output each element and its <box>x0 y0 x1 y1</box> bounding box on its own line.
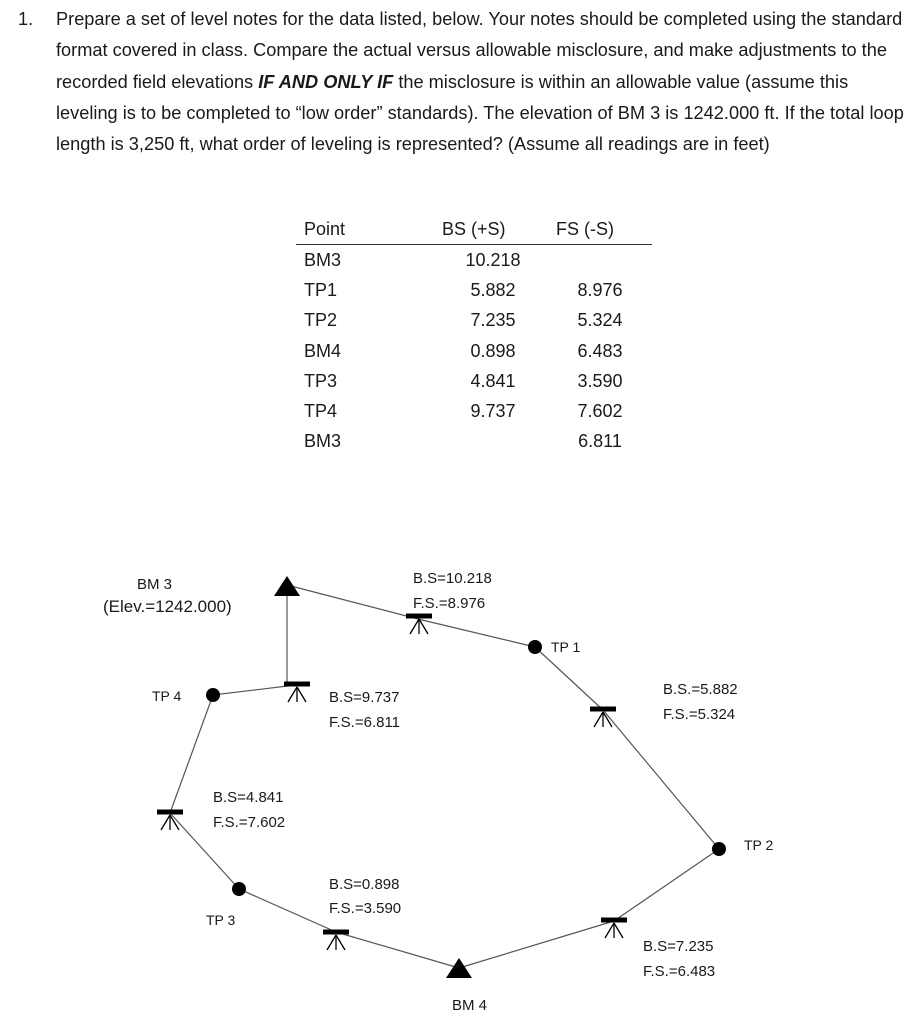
cell-point: TP2 <box>304 310 338 331</box>
cell-point: TP3 <box>304 370 338 391</box>
tp1-point-icon <box>528 640 542 654</box>
cell-bs: 9.737 <box>470 401 516 422</box>
setup3-tripod-icon <box>601 920 627 938</box>
cell-fs: 8.976 <box>577 279 623 300</box>
tp2-label: TP 2 <box>744 837 774 853</box>
line-setup1-tp1 <box>418 619 535 647</box>
bm4-triangle-icon <box>446 958 472 978</box>
setup5-tripod-icon <box>157 812 183 830</box>
cell-bs: 0.898 <box>470 340 516 361</box>
question-text-part1: Prepare a set of level notes for the data listed, below. Your notes should be completed using the standard format covered in class. Compare the actual versus allowable misclosure, and make adjustments to the recorded field elevations <box>56 9 903 92</box>
cell-bs: 4.841 <box>470 370 516 391</box>
line-setup3-bm4 <box>459 921 614 968</box>
cell-bs: 5.882 <box>470 279 516 300</box>
tp4-point-icon <box>206 688 220 702</box>
question-emphasis: IF AND ONLY IF <box>258 71 394 92</box>
setup6-bs-label: B.S=9.737 <box>329 689 400 706</box>
setup6-fs-label: F.S.=6.811 <box>329 714 401 731</box>
cell-bs: 10.218 <box>465 249 521 270</box>
cell-fs: 6.483 <box>577 340 623 361</box>
tp1-label: TP 1 <box>551 639 581 655</box>
setup3-bs-label: B.S=7.235 <box>643 938 714 955</box>
line-bm3-setup1 <box>287 585 418 619</box>
setup1-bs-label: B.S=10.218 <box>413 570 492 587</box>
setup5-fs-label: F.S.=7.602 <box>213 814 286 831</box>
question-number: 1. <box>18 9 34 29</box>
question-text-part2: the misclosure is within an allowable value (assume this leveling is to be completed to “low order” standards). The elevation of BM 3 is 1242.000 ft. If the total loop length is 3,250 ft, what order of leveling is represented? (Assume all readings are in feet) <box>56 71 904 155</box>
bm3-triangle-icon <box>274 576 300 596</box>
setup4-fs-label: F.S.=3.590 <box>329 900 402 917</box>
setup2-bs-label: B.S.=5.882 <box>663 681 738 698</box>
cell-point: BM3 <box>304 431 342 452</box>
tp4-label: TP 4 <box>152 688 182 704</box>
line-setup4-tp3 <box>239 889 336 932</box>
cell-fs: 5.324 <box>577 310 623 331</box>
setup4-bs-label: B.S=0.898 <box>329 876 400 893</box>
setup6-tripod-icon <box>284 684 310 702</box>
bm3-label: BM 3 <box>137 576 173 593</box>
line-tp4-setup6 <box>213 685 296 695</box>
cell-fs: 3.590 <box>577 370 623 391</box>
loop-lines <box>170 585 719 968</box>
line-bm4-setup4 <box>336 932 459 968</box>
cell-point: BM3 <box>304 249 342 270</box>
cell-bs: 7.235 <box>470 310 516 331</box>
line-tp1-setup2 <box>535 647 603 710</box>
setup1-fs-label: F.S.=8.976 <box>413 595 486 612</box>
header-bs: BS (+S) <box>438 214 548 245</box>
header-fs: FS (-S) <box>548 214 652 245</box>
bm4-label: BM 4 <box>452 997 488 1014</box>
tp3-label: TP 3 <box>206 912 236 928</box>
header-point: Point <box>296 214 438 245</box>
line-setup2-tp2 <box>603 710 719 849</box>
bm3-elevation-label: (Elev.=1242.000) <box>103 597 232 616</box>
cell-fs: 7.602 <box>577 401 623 422</box>
cell-fs: 6.811 <box>578 431 622 452</box>
setup2-fs-label: F.S.=5.324 <box>663 706 736 723</box>
tp3-point-icon <box>232 882 246 896</box>
cell-point: BM4 <box>304 340 342 361</box>
setup2-tripod-icon <box>590 709 616 727</box>
tp2-point-icon <box>712 842 726 856</box>
line-tp2-setup3 <box>614 849 719 921</box>
setup3-fs-label: F.S.=6.483 <box>643 963 716 980</box>
line-setup5-tp4 <box>170 695 213 813</box>
setup5-bs-label: B.S=4.841 <box>213 789 284 806</box>
cell-point: TP1 <box>304 279 338 300</box>
cell-point: TP4 <box>304 401 338 422</box>
